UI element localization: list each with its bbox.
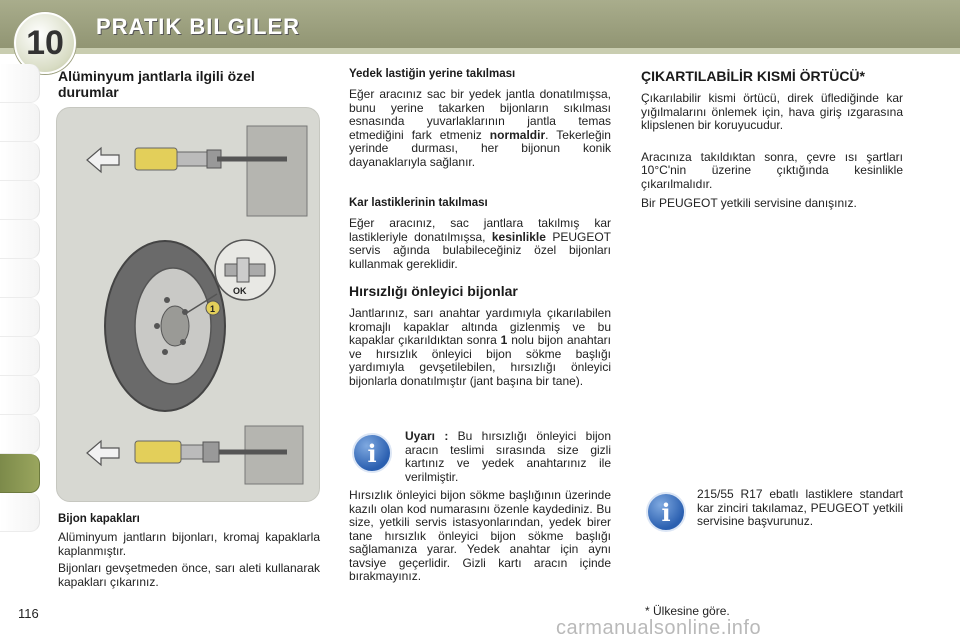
chapter-tab-6[interactable] [0, 259, 40, 298]
text-span: Jantlarınız, sarı anahtar yardımıyla çıkarılabilen kromajlı kapaklar altında gizlenmiş ve bu kapaklar çıkarıldıktan sonra [349, 306, 611, 347]
page-number: 116 [18, 606, 39, 621]
text-span: . Tekerleğin yerinde durması, her bijonun konik dayanaklarıyla sağlanır. [349, 127, 611, 169]
paragraph-cover-1: Çıkarılabilir kismi örtücü, direk üflediğinde kar yığılmalarını önlemek için, hava giriş ızgarasına klipslenen bir koruyucudur. [641, 91, 903, 132]
text-span: nolu bijon anahtarı ve hırsızlık önleyici bijon sökme başlığı yardımıyla gevşetilebilen, hırsızlığı önleyici bijonlarla donatılmıştır (jant başına bir tane). [349, 333, 611, 388]
subheading-snow-tyres: Kar lastiklerinin takılması [349, 197, 488, 209]
cap-tool-top [135, 148, 177, 170]
chapter-tab-1[interactable] [0, 64, 40, 103]
info-block-snow-chains [697, 488, 903, 529]
paragraph-caps-1: Alüminyum jantların bijonları, kromaj kapaklarla kaplanmıştır. [58, 530, 320, 558]
column-left [58, 68, 308, 100]
cap-tool-bottom [135, 441, 181, 463]
paragraph-anti-theft [349, 307, 611, 388]
wheel-drawing [57, 108, 319, 501]
section-title-cover: ÇIKARTILABİLİR KISMİ ÖRTÜCÜ* [641, 68, 865, 84]
chapter-tab-3[interactable] [0, 142, 40, 181]
warning-label: Uyarı : [405, 429, 449, 443]
chapter-tab-active[interactable] [0, 454, 40, 493]
chapter-tab-8[interactable] [0, 337, 40, 376]
paragraph-cover-3: Bir PEUGEOT yetkili servisine danışınız. [641, 196, 857, 210]
chapter-tabs [0, 64, 40, 532]
column-right [641, 68, 903, 211]
text-span: Eğer aracınız, sac jantlara takılmış kar lastikleriyle donatılmışsa, [349, 216, 611, 244]
watermark: carmanualsonline.info [556, 617, 762, 639]
wheel-illustration [56, 107, 320, 502]
warning-block [405, 430, 611, 484]
chapter-tab-4[interactable] [0, 181, 40, 220]
paragraph-spare-wheel [349, 88, 611, 169]
chapter-tab-12[interactable] [0, 493, 40, 532]
chapter-tab-5[interactable] [0, 220, 40, 259]
header-stripe [0, 48, 960, 54]
paragraph-warning [405, 430, 611, 484]
paragraph-snow-tyres [349, 217, 611, 271]
info-icon: i [352, 433, 392, 473]
subheading-lug-caps: Bijon kapakları [58, 513, 140, 525]
text-bold: normaldir [489, 127, 546, 142]
chapter-tab-10[interactable] [0, 415, 40, 454]
page-title: PRATIK BILGILER [96, 14, 301, 39]
section-title-aluminium: Alüminyum jantlarla ilgili özel durumlar [58, 68, 255, 100]
arrow-left-icon [87, 148, 119, 172]
callout-1-label: 1 [210, 304, 216, 314]
warning-block-continued [349, 489, 611, 584]
text-bold: 1 [500, 333, 508, 347]
info-icon: i [646, 492, 686, 532]
text-bold: kesinlikle [491, 229, 546, 244]
text-span: Eğer aracınız sac bir yedek jantla donatılmışsa, bunu yerine takarken bijonların sıkılması esnasında yuvarlaklarının jantla temas etmediğini fark etmeniz [349, 87, 611, 142]
text-span: Bu hırsızlığı önleyici bijon aracın teslimi sırasında size gizli kartınız ve yedek anahtarınız ile verilmiştir. [405, 429, 612, 484]
footnote: * Ülkesine göre. [645, 604, 730, 618]
chapter-tab-2[interactable] [0, 103, 40, 142]
paragraph-cover-2: Aracınıza takıldıktan sonra, çevre ısı şartları 10°C'nin üzerine çıktığında kesinlikle çıkarılmalıdır. [641, 149, 903, 191]
column-left-bottom [58, 513, 320, 589]
chapter-number: 10 [14, 12, 76, 74]
column-middle [349, 68, 611, 388]
arrow-left-icon [87, 441, 119, 465]
chapter-tab-7[interactable] [0, 298, 40, 337]
section-title-anti-theft: Hırsızlığı önleyici bijonlar [349, 283, 518, 299]
subheading-spare-wheel: Yedek lastiğin yerine takılması [349, 68, 516, 80]
chapter-tab-9[interactable] [0, 376, 40, 415]
ok-label: OK [233, 286, 247, 296]
paragraph-snow-chains: 215/55 R17 ebatlı lastiklere standart kar zinciri takılamaz, PEUGEOT yetkili servisine başvurunuz. [697, 487, 903, 528]
text-span: PEUGEOT servis ağında bulabileceğiniz özel bijonları kullanmak gereklidir. [349, 229, 612, 271]
paragraph-warning-2: Hırsızlık önleyici bijon sökme başlığının üzerinde kazılı olan kod numarasını özenle kaydediniz. Bu size, yetkili servis istasyonlarından, yedek birer tane hırsızlık önleyici bijon sökme başlığı sağlamanıza yarar. Yedek anahtar için aynı tavsiye geçerlidir. Gizli kartı aracın içinde bırakmayınız. [349, 488, 611, 583]
paragraph-caps-2: Bijonları gevşetmeden önce, sarı aleti kullanarak kapakları çıkarınız. [58, 561, 320, 589]
